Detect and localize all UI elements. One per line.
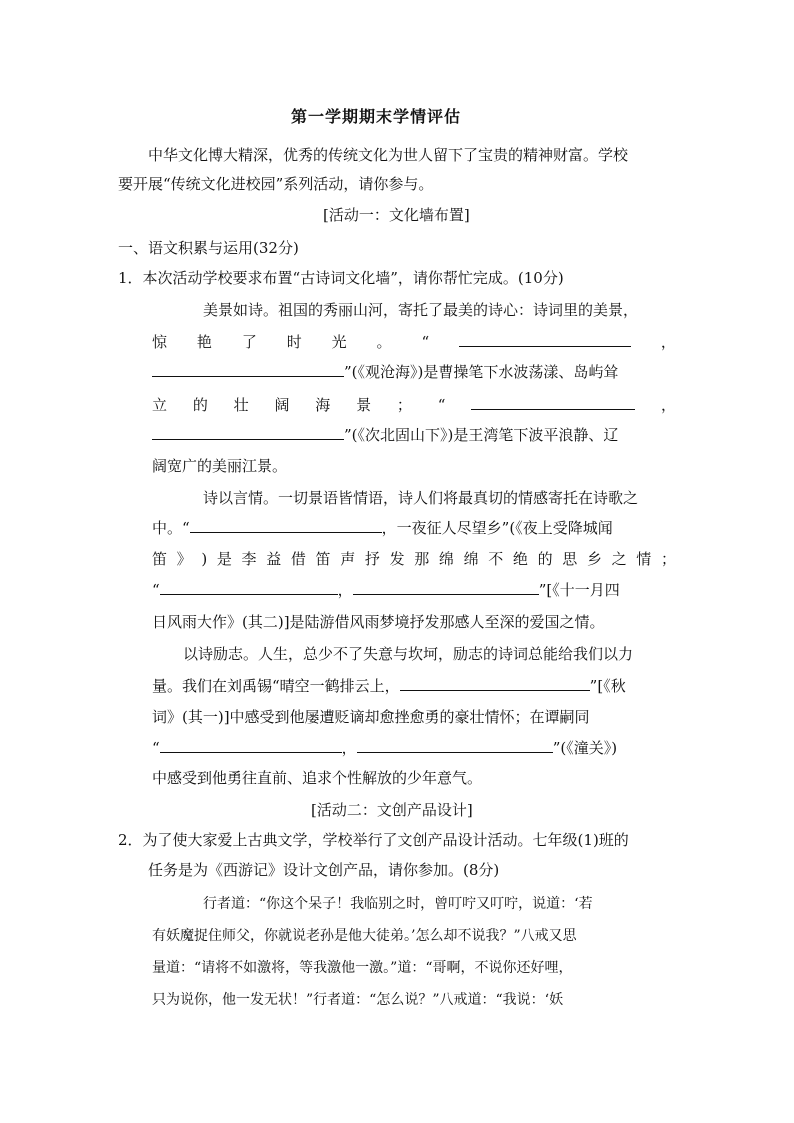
char: 思 [562,550,578,568]
char: 绵 [463,550,479,568]
open-quote: “ [437,396,446,414]
char: 绝 [512,550,528,568]
char: 阔 [274,396,290,414]
char: 借 [290,550,306,568]
answer-blank[interactable] [471,395,635,410]
q1-p3-line-1: 以诗励志。人生，总少不了失意与坎坷，励志的诗词总能给我们以力 [183,645,634,663]
passage-line-3: 量道：“请将不如激将，等我激他一激。”道：“哥啊，不说你还好哩， [152,960,573,976]
q1-p3-line-2 [152,676,626,696]
q1-p1-line-1: 美景如诗。祖国的秀丽山河，寄托了最美的诗心：诗词里的美景， [203,301,639,319]
line-start: 中。“ [152,519,190,537]
activity-1-heading: [活动一：文化墙布置] [323,206,470,224]
section-1-heading: 一、语文积累与运用(32分) [118,239,299,257]
char: 艳 [196,333,212,351]
q1-p2-line-3 [152,549,676,569]
answer-blank[interactable] [152,362,344,377]
q1-p1-line-2 [152,332,676,352]
line-start: 量。我们在刘禹锡“晴空一鹤排云上， [152,677,400,695]
char: 乡 [586,550,602,568]
q1-p1-line-6: 阔宽广的美丽江景。 [152,457,288,475]
char: 立 [152,396,168,414]
char: 笛 [152,550,168,568]
char: 情 [636,550,652,568]
char: 景 [356,396,372,414]
char: 光 [331,333,347,351]
q1-p2-line-2 [152,518,613,538]
char: 之 [611,550,627,568]
comma: ， [341,739,357,757]
char: 声 [340,550,356,568]
intro-line-1: 中华文化博大精深，优秀的传统文化为世人留下了宝贵的精神财富。学校 [148,146,629,164]
answer-blank[interactable] [400,676,590,691]
q1-p2-line-5: 日风雨大作》(其二)]是陆游借风雨梦境抒发那感人至深的爱国之情。 [152,613,605,631]
question-2-line-1: 2．为了使大家爱上古典文学，学校举行了文创产品设计活动。七年级(1)班的 [118,831,629,849]
passage-line-1: 行者道：“你这个呆子！我临别之时，曾叮咛又叮咛，说道：‘若 [203,896,593,912]
char: 惊 [152,333,168,351]
char: 》 [176,550,192,568]
char: 的 [537,550,553,568]
answer-blank[interactable] [160,580,338,595]
char: 不 [488,550,504,568]
answer-blank[interactable] [459,332,631,347]
answer-blank[interactable] [190,518,382,533]
q1-p3-line-3: 词》(其一)]中感受到他屡遭贬谪却愈挫愈勇的豪壮情怀；在谭嗣同 [152,708,590,726]
q1-p1-line-3 [152,362,618,382]
question-2-line-2: 任务是为《西游记》设计文创产品，请你参加。(8分) [148,861,500,879]
q1-p3-line-4 [152,738,617,758]
char: 李 [241,550,257,568]
char: 壮 [233,396,249,414]
char: 了 [241,333,257,351]
line-rest: ”[《秋 [589,677,626,695]
line-rest: ，一夜征人尽望乡”(《夜上受降城闻 [381,519,613,537]
comma: ， [660,396,676,414]
char: 绵 [438,550,454,568]
answer-blank[interactable] [152,425,344,440]
answer-blank[interactable] [160,738,342,753]
passage-line-4: 只为说你，他一发无状！”行者道：“怎么说？”八戒道：“我说：‘妖 [152,992,564,1008]
q1-p2-line-4 [152,580,620,600]
char: 是 [216,550,232,568]
comma: ， [337,581,353,599]
char: 时 [286,333,302,351]
char: ； [660,550,676,568]
comma: ， [660,333,676,351]
intro-line-2: 要开展“传统文化进校园”系列活动，请你参与。 [118,175,434,193]
answer-blank[interactable] [357,738,553,753]
char: ； [396,396,412,414]
line-rest: ”(《观沧海》)是曹操笔下水波荡漾、岛屿耸 [344,363,619,381]
char: 发 [389,550,405,568]
char: 。 [376,333,392,351]
answer-blank[interactable] [353,580,539,595]
q1-p1-line-4 [152,395,676,415]
open-quote: “ [152,581,160,599]
line-rest: ”(《潼关》) [552,739,618,757]
char: 抒 [364,550,380,568]
open-quote: “ [152,739,160,757]
char: 益 [266,550,282,568]
q1-p2-line-1: 诗以言情。一切景语皆情语，诗人们将最真切的情感寄托在诗歌之 [203,489,639,507]
char: ) [201,550,208,568]
char: 那 [414,550,430,568]
q1-p3-line-5: 中感受到他勇往直前、追求个性解放的少年意气。 [152,769,483,787]
question-1-stem: 1．本次活动学校要求布置“古诗词文化墙”，请你帮忙完成。(10分) [118,269,564,287]
open-quote: “ [421,333,430,351]
activity-2-heading: [活动二：文创产品设计] [311,801,473,819]
passage-line-2: 有妖魔捉住师父，你就说老孙是他大徒弟。’怎么却不说我？”八戒又思 [152,928,577,944]
line-rest: ”(《次北固山下》)是王湾笔下波平浪静、辽 [344,426,619,444]
page-title: 第一学期期末学情评估 [291,107,462,126]
line-rest: ”[《十一月四 [538,581,620,599]
char: 笛 [315,550,331,568]
char: 的 [192,396,208,414]
char: 海 [315,396,331,414]
q1-p1-line-5 [152,425,618,445]
